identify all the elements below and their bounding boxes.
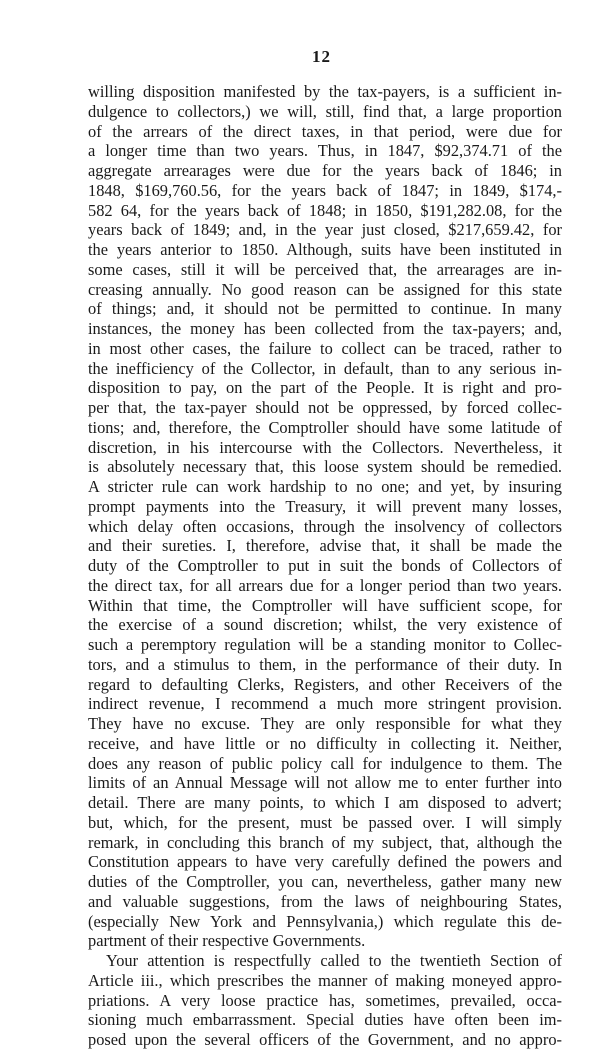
text-line: tions; and, therefore, the Comptroller should have some latitude of [88,417,562,437]
text-line: receive, and have little or no difficulty in collecting it. Neither, [88,733,562,753]
text-line: years back of 1849; and, in the year just closed, $217,659.42, for [88,220,562,240]
text-line: sioning much embarrassment. Special duties have often been im- [88,1010,562,1030]
text-line: aggregate arrearages were due for the years back of 1846; in [88,161,562,180]
text-line: per that, the tax-payer should not be oppressed, by forced collec- [88,398,562,417]
text-line: duty of the Comptroller to put in suit the bonds of Collectors of [88,556,562,575]
text-line: dulgence to collectors,) we will, still, find that, a large proportion [88,101,562,121]
text-line: in most other cases, the failure to collect can be traced, rather to [88,338,562,358]
text-line: prompt payments into the Treasury, it will prevent many losses, [88,496,562,516]
text-line: and their sureties. I, therefore, advise that, it shall be made the [88,536,562,556]
page-number: 12 [312,47,331,66]
text-line: but, which, for the present, must be passed over. I will simply [88,812,562,832]
text-line: indirect revenue, I recommend a much more stringent provision. [88,694,562,714]
text-line: which delay often occasions, through the insolvency of collectors [88,516,562,536]
body-text [88,82,562,1050]
text-line: of things; and, it should not be permitted to continue. In many [88,299,562,319]
text-line: instances, the money has been collected from the tax-payers; and, [88,319,562,338]
text-line: such a peremptory regulation will be a standing monitor to Collec- [88,635,562,654]
text-line: remark, in concluding this branch of my subject, that, although the [88,832,562,852]
text-line: (especially New York and Pennsylvania,) which regulate this de- [88,911,562,931]
text-line: the years anterior to 1850. Although, suits have been instituted in [88,240,562,259]
text-line: Article iii., which prescribes the manner of making moneyed appro- [88,970,562,990]
text-line: priations. A very loose practice has, sometimes, prevailed, occa- [88,990,562,1010]
text-line: Constitution appears to have very carefully defined the powers and [88,852,562,872]
text-line: limits of an Annual Message will not allow me to enter further into [88,773,562,793]
text-line: detail. There are many points, to which I am disposed to advert; [88,793,562,812]
text-line: duties of the Comptroller, you can, nevertheless, gather many new [88,872,562,891]
text-line: Your attention is respectfully called to the twentieth Section of [106,951,562,970]
text-line: the direct tax, for all arrears due for a longer period than two years. [88,575,562,595]
text-line: the inefficiency of the Collector, in default, than to any serious in- [88,358,562,378]
text-line: a longer time than two years. Thus, in 1847, $92,374.71 of the [88,141,562,161]
text-line: 1848, $169,760.56, for the years back of 1847; in 1849, $174,- [88,180,562,200]
text-line: creasing annually. No good reason can be assigned for this state [88,279,562,299]
text-line: is absolutely necessary that, this loose system should be remedied. [88,457,562,477]
text-line: partment of their respective Governments. [88,931,366,951]
text-line: does any reason of public policy call for indulgence to them. The [88,753,562,773]
text-line: discretion, in his intercourse with the Collectors. Nevertheless, it [88,437,562,457]
text-line: of the arrears of the direct taxes, in that period, were due for [88,121,562,141]
text-line: A stricter rule can work hardship to no one; and yet, by insuring [88,477,562,496]
text-line: the exercise of a sound discretion; whilst, the very existence of [88,615,562,635]
text-line: some cases, still it will be perceived that, the arrearages are in- [88,259,562,279]
text-line: 582 64, for the years back of 1848; in 1850, $191,282.08, for the [88,200,562,220]
text-line: Within that time, the Comptroller will have sufficient scope, for [88,595,562,615]
text-line: disposition to pay, on the part of the People. It is right and pro- [88,378,562,398]
text-line: tors, and a stimulus to them, in the performance of their duty. In [88,654,562,674]
text-line: They have no excuse. They are only responsible for what they [88,714,562,733]
text-line: regard to defaulting Clerks, Registers, and other Receivers of the [88,674,562,694]
text-line: and valuable suggestions, from the laws of neighbouring States, [88,891,562,911]
text-line: posed upon the several officers of the Government, and no appro- [88,1030,562,1049]
text-line: willing disposition manifested by the tax-payers, is a sufficient in- [88,82,562,101]
